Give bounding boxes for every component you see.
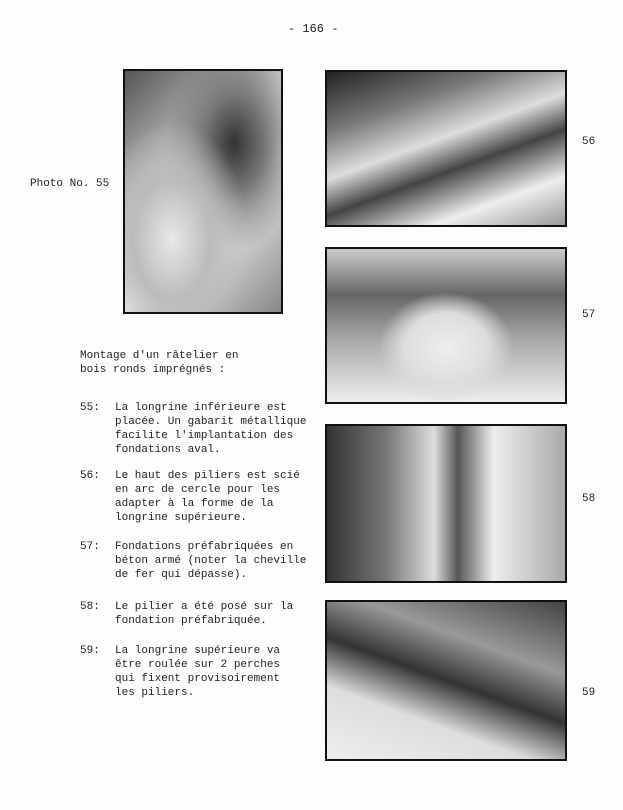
caption-number: 56: [80, 470, 100, 482]
caption-text [115, 469, 300, 525]
photo-number-56: 56 [582, 136, 596, 148]
caption-line: Le pilier a été posé sur la [115, 601, 294, 613]
caption-line: Le haut des piliers est scié [115, 470, 300, 482]
caption-line: béton armé (noter la cheville [115, 555, 307, 567]
caption-line: qui fixent provisoirement [115, 673, 281, 685]
caption-number: 57: [80, 541, 100, 553]
caption-line: fondation préfabriquée. [115, 615, 267, 627]
caption-line: longrine supérieure. [115, 512, 248, 524]
caption-line: fondations aval. [115, 444, 221, 456]
caption-text [115, 644, 280, 700]
caption-line: de fer qui dépasse). [115, 569, 248, 581]
caption-line: La longrine inférieure est [115, 402, 287, 414]
photo-59 [325, 600, 567, 761]
caption-line: être roulée sur 2 perches [115, 659, 281, 671]
intro-line: bois ronds imprégnés : [80, 364, 226, 376]
intro-text [80, 349, 238, 377]
photo-number-58: 58 [582, 493, 596, 505]
photo-number-57: 57 [582, 309, 596, 321]
caption-text [115, 600, 293, 628]
photo-57 [325, 247, 567, 404]
caption-line: La longrine supérieure va [115, 645, 281, 657]
photo-58 [325, 424, 567, 583]
caption-number: 59: [80, 645, 100, 657]
photo-56 [325, 70, 567, 227]
caption-line: placée. Un gabarit métallique [115, 416, 307, 428]
photo-55-label: Photo No. 55 [30, 178, 110, 190]
intro-line: Montage d'un râtelier en [80, 350, 239, 362]
caption-line: Fondations préfabriquées en [115, 541, 294, 553]
caption-line: les piliers. [115, 687, 195, 699]
caption-line: facilite l'implantation des [115, 430, 294, 442]
photo-55 [123, 69, 283, 314]
page-number: - 166 - [288, 22, 339, 36]
caption-number: 55: [80, 402, 100, 414]
caption-line: adapter à la forme de la [115, 498, 274, 510]
caption-text [115, 401, 306, 457]
caption-number: 58: [80, 601, 100, 613]
caption-line: en arc de cercle pour les [115, 484, 281, 496]
caption-text [115, 540, 306, 582]
photo-number-59: 59 [582, 687, 596, 699]
